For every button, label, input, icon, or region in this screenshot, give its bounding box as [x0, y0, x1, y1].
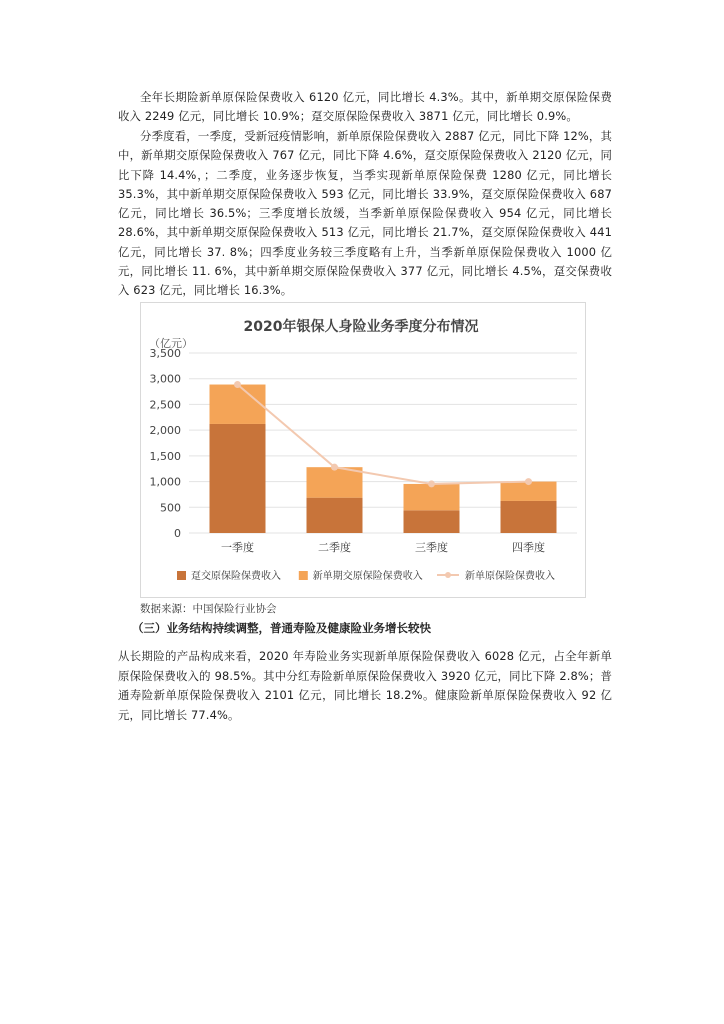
bar-segment — [210, 424, 266, 533]
y-tick-label: 0 — [174, 527, 181, 540]
x-tick-label: 三季度 — [415, 541, 448, 554]
data-source-note: 数据来源：中国保险行业协会 — [140, 603, 277, 615]
x-tick-label: 四季度 — [512, 541, 545, 554]
chart-title: 2020年银保人身险业务季度分布情况 — [243, 319, 479, 335]
legend-swatch — [299, 571, 308, 580]
series-point — [525, 478, 532, 485]
bar-layer — [210, 385, 557, 533]
x-tick-label: 一季度 — [221, 541, 254, 554]
series-point — [234, 381, 241, 388]
paragraph-quarterly-analysis: 分季度看，一季度，受新冠疫情影响，新单原保险保费收入 2887 亿元，同比下降 12%，其中，新单期交原保险保费收入 767 亿元，同比下降 4.6%，趸交原保险保费收入 2120 亿元，同比下降 14.4%，；二季度，业务逐步恢复，当季实现新单原保险保费 1280 亿元，同比增长 35.3%，其中新单期交原保险保费收入 593 亿元，同比增长 33.9%，趸交原保险保费收入 687 亿元，同比增长 36.5%；三季度增长放缓，当季新单原保险保费收入 954 亿元，同比增长 28.6%，其中新单期交原保险保费收入 513 亿元，同比增长 21.7%，趸交原保险保费收入 441 亿元，同比增长 37. 8%；四季度业务较三季度略有上升，当季新单原保险保费收入 1000 亿元，同比增长 11. 6%，其中新单期交原保险保费收入 377 亿元，同比增长 4.5%，趸交保费收入 623 亿元，同比增长 16.3%。 — [118, 129, 612, 298]
y-tick-label: 2,000 — [149, 424, 181, 438]
series-point — [428, 480, 435, 487]
y-tick-label: 2,500 — [149, 398, 181, 412]
legend-label: 新单期交原保险保费收入 — [312, 571, 423, 582]
y-tick-label: 3,500 — [149, 347, 181, 360]
legend-swatch — [177, 571, 186, 580]
y-tick-label: 3,000 — [149, 372, 181, 386]
line-layer — [234, 381, 532, 487]
chart-svg — [141, 303, 585, 597]
y-tick-label: 1,000 — [149, 475, 181, 489]
quarterly-chart — [140, 302, 586, 598]
legend-label: 新单原保险保费收入 — [465, 571, 555, 582]
y-tick-label: 1,500 — [149, 449, 181, 463]
y-axis-unit-label: （亿元） — [149, 337, 193, 350]
bar-segment — [404, 510, 460, 533]
bar-segment — [307, 467, 363, 497]
bar-segment — [404, 484, 460, 510]
legend — [177, 569, 555, 582]
bar-segment — [307, 498, 363, 533]
legend-label: 趸交原保险保费收入 — [191, 571, 281, 582]
y-tick-label: 500 — [160, 501, 181, 515]
x-tick-label: 二季度 — [318, 541, 351, 554]
section-heading: （三）业务结构持续调整，普通寿险及健康险业务增长较快 — [132, 621, 431, 635]
legend-swatch-point — [445, 572, 451, 578]
series-line — [238, 385, 529, 484]
bar-segment — [210, 385, 266, 424]
paragraph-product-structure: 从长期险的产品构成来看，2020 年寿险业务实现新单原保险保费收入 6028 亿元，占全年新单原保险保费收入的 98.5%。其中分红寿险新单原保险保费收入 3920 亿元，同比下降 2.8%；普通寿险新单原保险保费收入 2101 亿元，同比增长 18.2%。健康险新单原保险保费收入 92 亿元，同比增长 77.4%。 — [118, 649, 612, 723]
series-point — [331, 464, 338, 471]
paragraph-annual-summary: 全年长期险新单原保险保费收入 6120 亿元，同比增长 4.3%。其中，新单期交原保险保费收入 2249 亿元，同比增长 10.9%；趸交原保险保费收入 3871 亿元，同比增长 0.9%。 — [118, 90, 612, 124]
bar-segment — [501, 501, 557, 533]
